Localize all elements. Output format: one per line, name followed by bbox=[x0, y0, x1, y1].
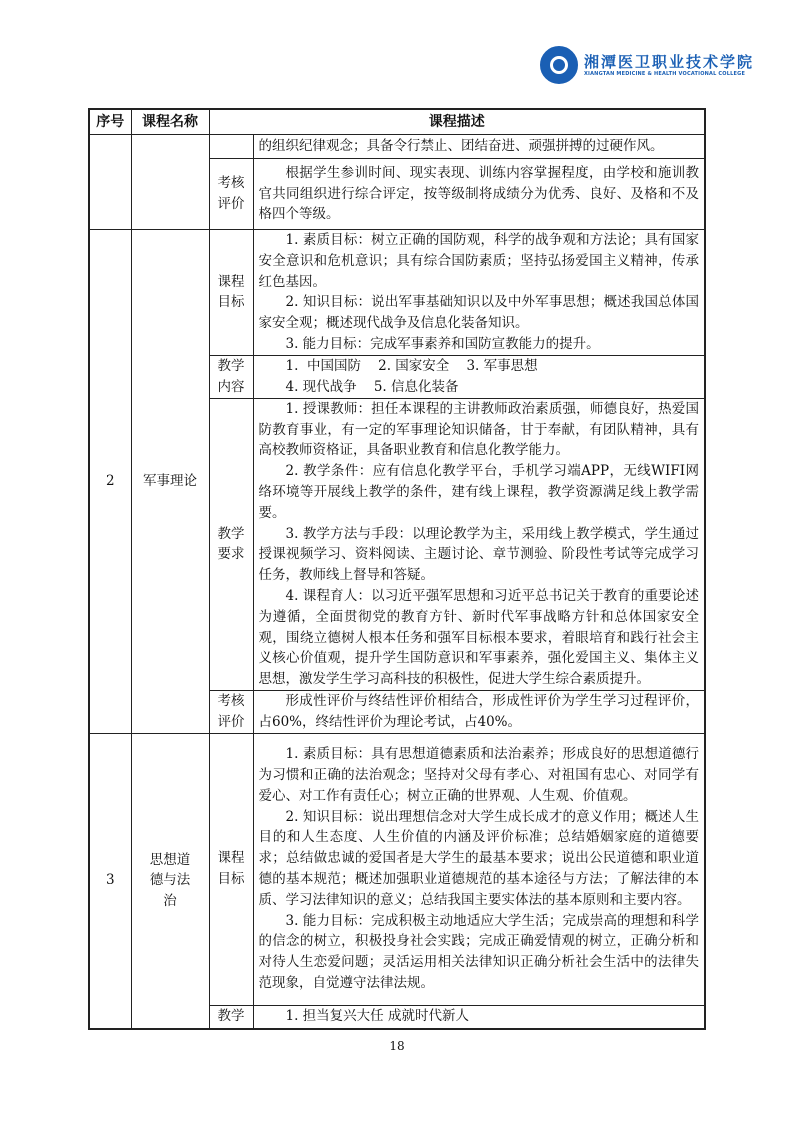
content-item: 4. 现代战争 5. 信息化装备 bbox=[285, 378, 459, 395]
course-name: 军事理论 bbox=[131, 230, 209, 734]
table-row bbox=[89, 733, 705, 1005]
goal-label: 课程目标 bbox=[209, 733, 253, 1005]
eval-cell bbox=[253, 159, 705, 230]
goal-item: 1. 素质目标：树立正确的国防观，科学的战争观和方法论；具有国家安全意识和危机意识；具有综合国防素质；坚持弘扬爱国主义精神，传承红色基因。 bbox=[258, 232, 699, 290]
requirement-item: 2. 教学条件：应有信息化教学平台，手机学习端APP，无线WIFI网络环境等开展线上教学的条件，建有线上课程，教学资源满足线上教学需要。 bbox=[258, 463, 699, 521]
goal-cell bbox=[253, 733, 705, 1005]
goal-label: 课程目标 bbox=[209, 230, 253, 356]
header-no: 序号 bbox=[89, 109, 131, 135]
goal-cell bbox=[253, 230, 705, 356]
requirement-item: 3. 教学方法与手段：以理论教学为主，采用线上教学模式，学生通过授课视频学习、资料阅读、主题讨论、章节测验、阶段性考试等完成学习任务，教师线上督导和答疑。 bbox=[258, 525, 699, 584]
eval-label: 考核评价 bbox=[209, 159, 253, 230]
content-label: 教学内容 bbox=[209, 355, 253, 398]
empty-cell bbox=[89, 135, 131, 230]
logo-name-cn: 湘潭医卫职业技术学院 bbox=[584, 52, 755, 71]
empty-cell bbox=[209, 135, 253, 159]
continued-text: 的组织纪律观念；具备令行禁止、团结奋进、顽强拼搏的过硬作风。 bbox=[253, 135, 705, 159]
eval-label: 考核评价 bbox=[209, 690, 253, 733]
table-row bbox=[89, 230, 705, 356]
page-body bbox=[88, 0, 706, 1084]
goal-item: 2. 知识目标：说出军事基础知识以及中外军事思想；概述我国总体国家安全观；概述现代战争及信息化装备知识。 bbox=[258, 294, 699, 332]
course-table bbox=[88, 108, 706, 1030]
eval-text: 形成性评价与终结性评价相结合，形成性评价为学生学习过程评价，占60%，终结性评价为理论考试，占40%。 bbox=[258, 692, 699, 730]
table-row bbox=[89, 135, 705, 159]
header-description: 课程描述 bbox=[209, 109, 705, 135]
requirement-item: 4. 课程育人：以习近平强军思想和习近平总书记关于教育的重要论述为遵循，全面贯彻党的教育方针、新时代军事战略方针和总体国家安全观，围绕立德树人根本任务和强军目标根本要求，着眼培育和践行社会主义核心价值观，提升学生国防意识和军事素养，强化爱国主义、集体主义思想，激发学生学习高科技的积极性，促进大学生综合素质提升。 bbox=[258, 587, 699, 688]
goal-item: 3. 能力目标：完成积极主动地适应大学生活；完成崇高的理想和科学的信念的树立，积极投身社会实践；完成正确爱情观的树立，正确分析和对待人生恋爱问题；灵活运用相关法律知识正确分析社会生活中的法律失范现象，自觉遵守法律法规。 bbox=[258, 912, 699, 992]
course-no: 3 bbox=[89, 733, 131, 1029]
teaching-label: 教学 bbox=[209, 1005, 253, 1029]
teaching-cell bbox=[253, 1005, 705, 1029]
requirement-label: 教学要求 bbox=[209, 398, 253, 690]
requirement-cell bbox=[253, 398, 705, 690]
requirement-item: 1. 授课教师：担任本课程的主讲教师政治素质强，师德良好，热爱国防教育事业，有一定的军事理论知识储备，甘于奉献，有团队精神，具有高校教师资格证，具备职业教育和信息化教学能力。 bbox=[258, 400, 699, 459]
course-name: 思想道德与法治 bbox=[131, 733, 209, 1029]
eval-cell bbox=[253, 690, 705, 733]
table-header-row bbox=[89, 109, 705, 135]
content-item: 1. 中国国防 2. 国家安全 3. 军事思想 bbox=[285, 357, 538, 374]
course-no: 2 bbox=[89, 230, 131, 734]
eval-text: 根据学生参训时间、现实表现、训练内容掌握程度，由学校和施训教官共同组织进行综合评定，按等级制将成绩分为优秀、良好、及格和不及格四个等级。 bbox=[258, 164, 699, 223]
goal-item: 2. 知识目标：说出理想信念对大学生成长成才的意义作用；概述人生目的和人生态度、人生价值的内涵及评价标准；总结婚姻家庭的道德要求；总结做忠诚的爱国者是大学生的最基本要求；说出公民道德和职业道德的基本规范；概述加强职业道德规范的基本途径与方法；了解法律的本质、学习法律知识的意义；总结我国主要实体法的基本原则和主要内容。 bbox=[258, 808, 699, 908]
empty-cell bbox=[131, 135, 209, 230]
teaching-item: 1. 担当复兴大任 成就时代新人 bbox=[285, 1008, 469, 1025]
header-course-name: 课程名称 bbox=[131, 109, 209, 135]
logo-name-en: XIANGTAN MEDICINE & HEALTH VOCATIONAL COLLEGE bbox=[584, 70, 746, 77]
content-cell bbox=[253, 355, 705, 398]
goal-item: 1. 素质目标：具有思想道德素质和法治素养；形成良好的思想道德行为习惯和正确的法治观念；坚持对父母有孝心、对祖国有忠心、对同学有爱心、对工作有责任心；树立正确的世界观、人生观、价值观。 bbox=[258, 746, 699, 804]
page-number: 18 bbox=[389, 1039, 405, 1054]
goal-item: 3. 能力目标：完成军事素养和国防宣教能力的提升。 bbox=[285, 335, 600, 352]
